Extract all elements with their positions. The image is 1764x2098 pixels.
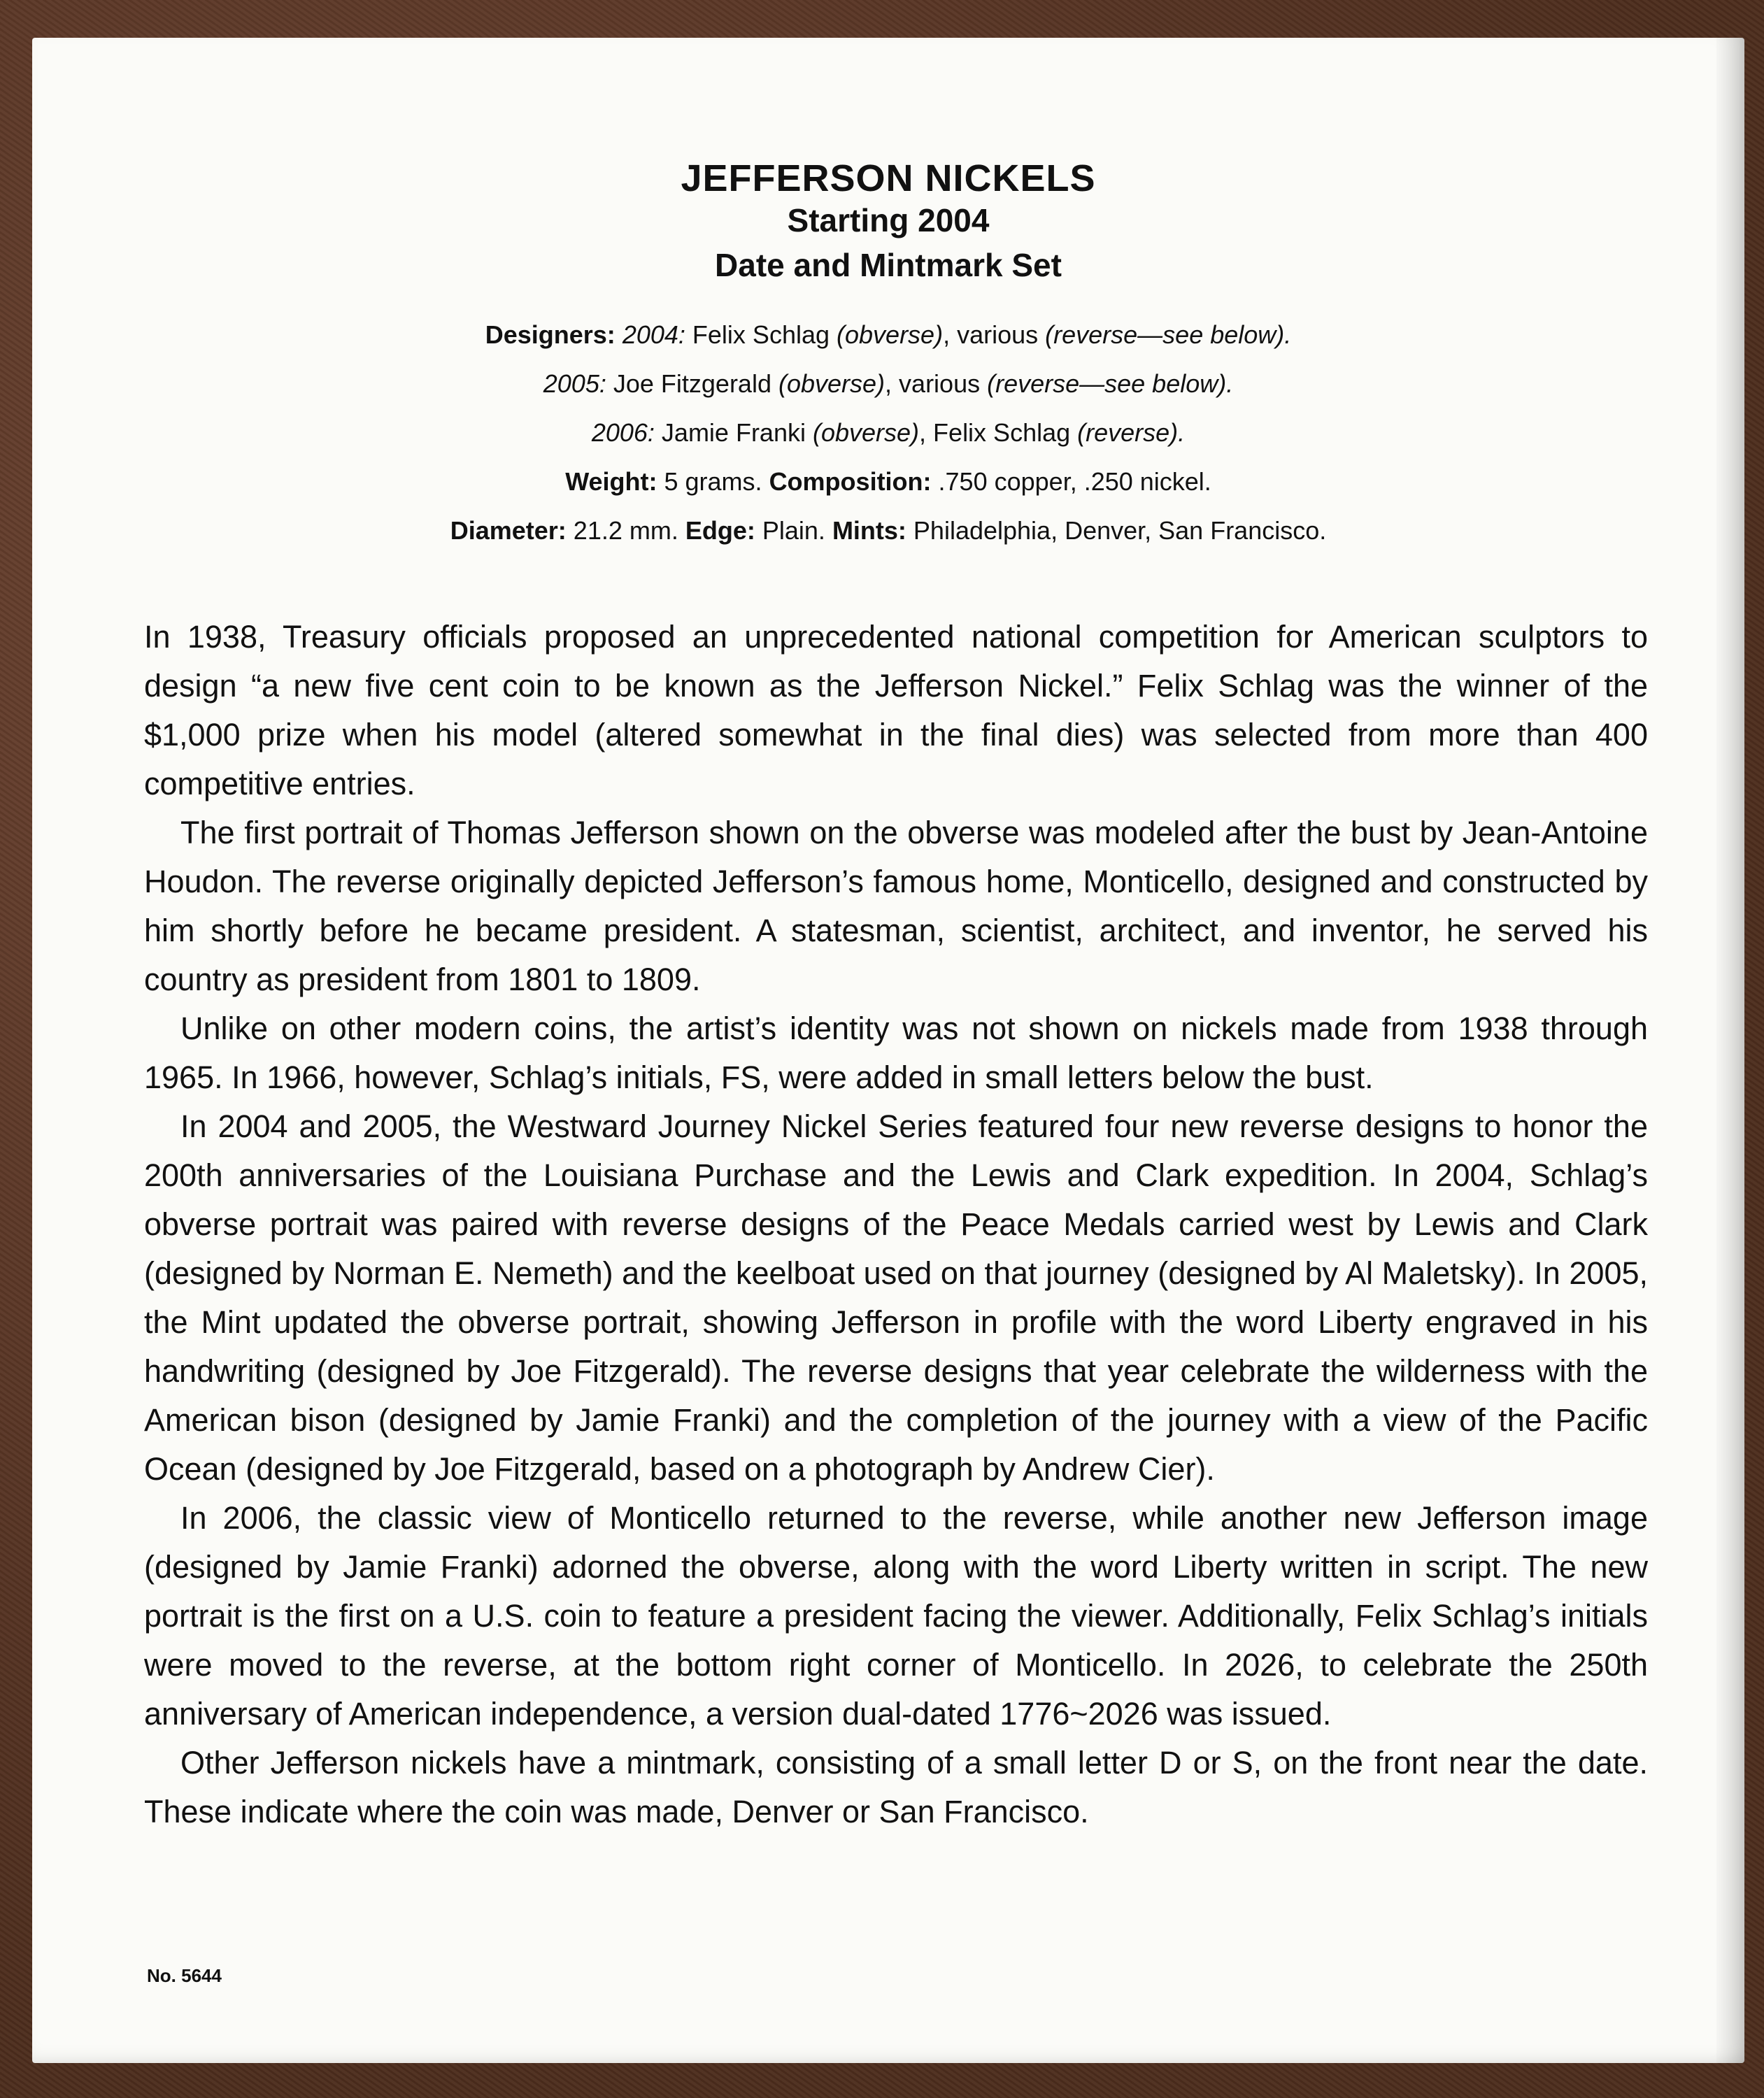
year-2006: 2006: bbox=[591, 418, 655, 447]
designers-line-2006 bbox=[32, 408, 1744, 457]
page-subtitle-start: Starting 2004 bbox=[787, 202, 990, 238]
paragraph: In 1938, Treasury officials proposed an unprecedented national competition for American sculptors to design “a new five cent coin to be known as the Jefferson Nickel.” Felix Schlag was the winner of the $1,000 prize when his model (altered somewhat in the final dies) was selected from more than 400 competitive entries. bbox=[144, 619, 1648, 801]
designers-line-2004 bbox=[32, 311, 1744, 359]
designer-role: (reverse—see below). bbox=[1045, 320, 1292, 349]
page-title: JEFFERSON NICKELS bbox=[681, 157, 1096, 199]
weight-value: 5 grams. bbox=[657, 467, 769, 496]
paragraph: Other Jefferson nickels have a mintmark, consisting of a small letter D or S, on the front near the date. These indicate where the coin was made, Denver or San Francisco. bbox=[144, 1745, 1648, 1829]
paragraph: In 2004 and 2005, the Westward Journey Nickel Series featured four new reverse designs to honor the 200th anniversaries of the Louisiana Purchase and the Lewis and Clark expedition. In 2004, Schlag’s obverse portrait was paired with reverse designs of the Peace Medals carried west by Lewis and Clark (designed by Norman E. Nemeth) and the keelboat used on that journey (designed by Al Maletsky). In 2005, the Mint updated the obverse portrait, showing Jefferson in profile with the word Liberty engraved in his handwriting (designed by Joe Fitzgerald). The reverse designs that year celebrate the wilderness with the American bison (designed by Jamie Franki) and the completion of the journey with a view of the Pacific Ocean (designed by Joe Fitzgerald, based on a photograph by Andrew Cier). bbox=[144, 1108, 1648, 1487]
weight-composition-line bbox=[32, 457, 1744, 506]
designers-label: Designers: bbox=[485, 320, 616, 349]
edge-label: Edge: bbox=[685, 516, 755, 545]
year-2005: 2005: bbox=[543, 369, 606, 398]
diameter-label: Diameter: bbox=[450, 516, 567, 545]
mints-value: Philadelphia, Denver, San Francisco. bbox=[906, 516, 1327, 545]
designers-line-2005 bbox=[32, 359, 1744, 408]
designer-role: (obverse) bbox=[837, 320, 944, 349]
composition-label: Composition: bbox=[769, 467, 932, 496]
designer-name: Jamie Franki bbox=[654, 418, 813, 447]
diameter-edge-mints-line bbox=[32, 506, 1744, 555]
designer-name: , various bbox=[943, 320, 1046, 349]
paragraph: Unlike on other modern coins, the artist’s identity was not shown on nickels made from 1938 through 1965. In 1966, however, Schlag’s initials, FS, were added in small letters below the bust. bbox=[144, 1011, 1648, 1095]
designer-name: , Felix Schlag bbox=[919, 418, 1078, 447]
catalog-number: No. 5644 bbox=[147, 1965, 222, 1986]
composition-value: .750 copper, .250 nickel. bbox=[931, 467, 1211, 496]
coin-specifications bbox=[32, 311, 1744, 555]
designer-role: (reverse). bbox=[1077, 418, 1186, 447]
designer-role: (obverse) bbox=[812, 418, 920, 447]
page-subtitle-set: Date and Mintmark Set bbox=[715, 247, 1062, 283]
album-page bbox=[32, 38, 1744, 2063]
diameter-value: 21.2 mm. bbox=[566, 516, 685, 545]
paragraph: In 2006, the classic view of Monticello returned to the reverse, while another new Jefferson image (designed by Jamie Franki) adorned the obverse, along with the word Liberty written in script. The new portrait is the first on a U.S. coin to feature a president facing the viewer. Additionally, Felix Schlag’s initials were moved to the reverse, at the bottom right corner of Monticello. In 2026, to celebrate the 250th anniversary of American independence, a version dual-dated 1776~2026 was issued. bbox=[144, 1500, 1648, 1732]
history-text bbox=[144, 613, 1648, 1836]
paragraph: The first portrait of Thomas Jefferson shown on the obverse was modeled after the bust by Jean-Antoine Houdon. The reverse originally depicted Jefferson’s famous home, Monticello, designed and constructed by him shortly before he became president. A statesman, scientist, architect, and inventor, he served his country as president from 1801 to 1809. bbox=[144, 815, 1648, 997]
year-2004: 2004: bbox=[622, 320, 685, 349]
mints-label: Mints: bbox=[832, 516, 906, 545]
designer-name: Felix Schlag bbox=[685, 320, 837, 349]
designer-name: Joe Fitzgerald bbox=[606, 369, 778, 398]
designer-name: , various bbox=[885, 369, 988, 398]
designer-role: (reverse—see below). bbox=[987, 369, 1234, 398]
designer-role: (obverse) bbox=[778, 369, 885, 398]
weight-label: Weight: bbox=[565, 467, 657, 496]
edge-value: Plain. bbox=[755, 516, 832, 545]
